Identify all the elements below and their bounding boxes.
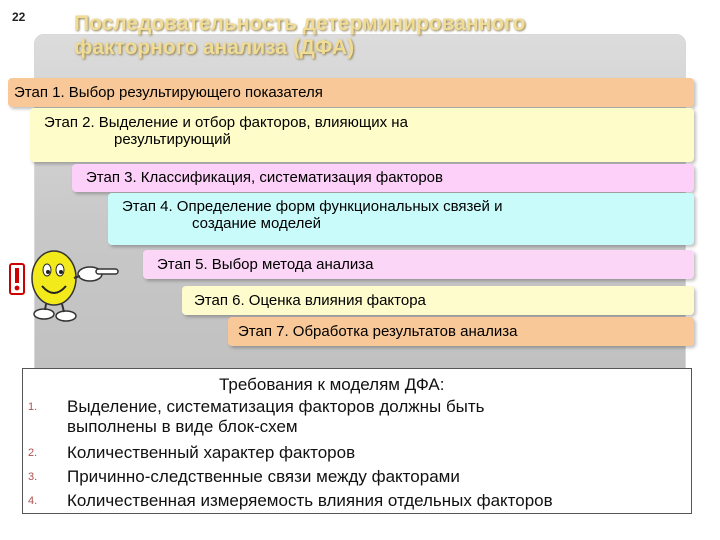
slide-number: 22	[12, 10, 26, 24]
requirement-text: Количественный характер факторов	[67, 443, 356, 462]
stage-1-text: Этап 1. Выбор результирующего показателя	[14, 84, 323, 101]
stage-6-text: Этап 6. Оценка влияния фактора	[194, 292, 426, 309]
stage-5-text: Этап 5. Выбор метода анализа	[157, 256, 374, 273]
stage-7-text: Этап 7. Обработка результатов анализа	[238, 323, 518, 340]
requirement-number: 3.	[28, 471, 38, 483]
stage-7	[228, 317, 694, 346]
requirements-title: Требования к моделям ДФА:	[219, 375, 445, 394]
stage-3	[72, 164, 694, 192]
requirement-number: 1.	[28, 401, 38, 413]
stage-2-text: Этап 2. Выделение и отбор факторов, влияющих на	[44, 114, 408, 131]
title-line-1: Последовательность детерминированного	[74, 12, 526, 35]
title-line-2: факторного анализа (ДФА)	[74, 36, 355, 59]
requirement-number: 2.	[28, 447, 38, 459]
page-title	[74, 12, 674, 60]
stage-6	[182, 286, 694, 315]
stage-1	[8, 78, 694, 107]
requirements-box	[22, 368, 692, 514]
requirement-text: Выделение, систематизация факторов должны быть выполнены в виде блок-схем	[67, 397, 485, 436]
requirement-text: Количественная измеряемость влияния отдельных факторов	[67, 491, 553, 510]
pointing-smiley-icon	[8, 244, 120, 324]
stage-4-text-line2: создание моделей	[192, 215, 322, 232]
requirement-number: 4.	[28, 495, 38, 507]
stage-4-text: Этап 4. Определение форм функциональных связей и	[122, 198, 503, 215]
stage-5	[143, 250, 694, 279]
stage-2-text-line2: результирующий	[114, 131, 231, 148]
stage-2	[30, 108, 694, 162]
stage-3-text: Этап 3. Классификация, систематизация факторов	[86, 169, 443, 186]
stage-4	[108, 193, 694, 245]
requirement-text: Причинно-следственные связи между факторами	[67, 467, 460, 486]
